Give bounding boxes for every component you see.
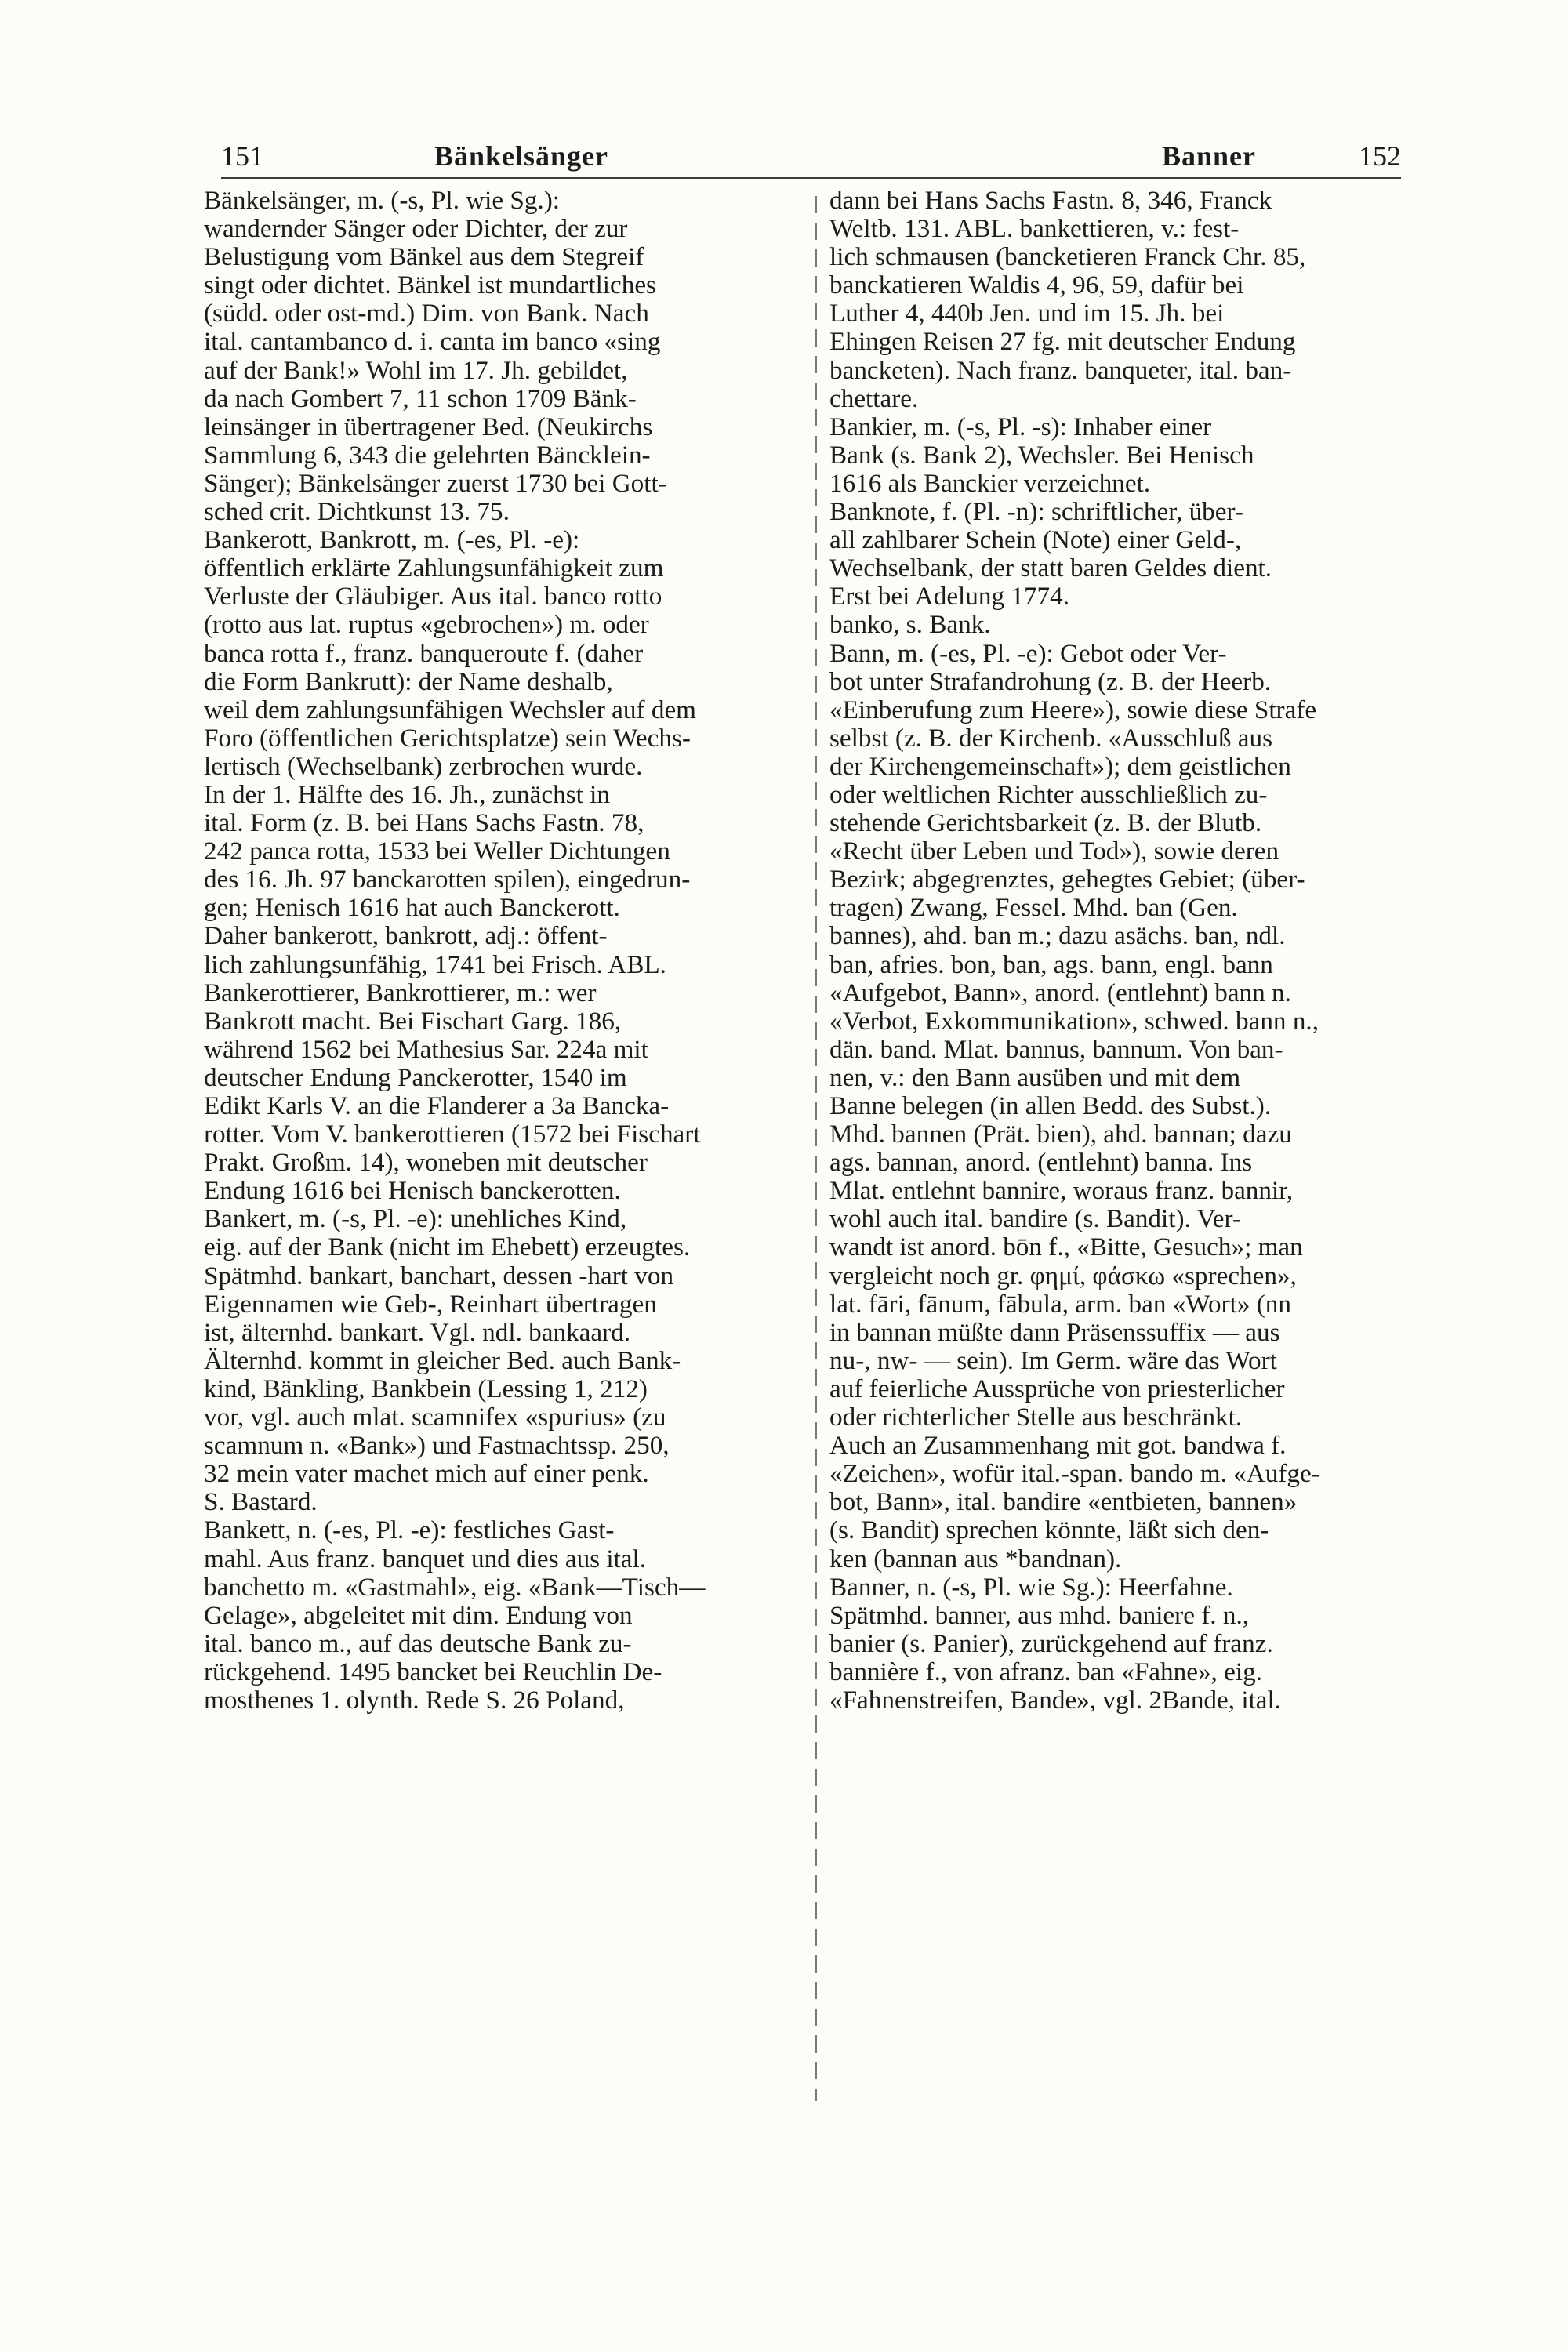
text-line: auf feierliche Aussprüche von priesterlicher [829, 1374, 1285, 1403]
text-line: mosthenes 1. olynth. Rede S. 26 Poland, [204, 1686, 625, 1715]
text-line: ital. cantambanco d. i. canta im banco «sing [204, 328, 661, 357]
text-line: Weltb. 131. ABL. bankettieren, v.: fest- [829, 215, 1240, 244]
text-line: stehende Gerichtsbarkeit (z. B. der Blutb. [829, 809, 1262, 838]
text-line: (s. Bandit) sprechen könnte, läßt sich den- [829, 1516, 1269, 1545]
text-line: 242 panca rotta, 1533 bei Weller Dichtungen [204, 837, 670, 866]
text-line: 32 mein vater machet mich auf einer penk. [204, 1460, 649, 1489]
text-line: Mhd. bannen (Prät. bien), ahd. bannan; dazu [829, 1120, 1292, 1149]
text-line: bannes), ahd. ban m.; dazu asächs. ban, ndl. [829, 922, 1286, 951]
text-line: bancketen). Nach franz. banqueter, ital. ban- [829, 356, 1292, 385]
text-line: in bannan müßte dann Präsenssuffix — aus [829, 1318, 1280, 1347]
text-line: banca rotta f., franz. banqueroute f. (daher [204, 639, 644, 668]
text-line: Prakt. Großm. 14), woneben mit deutscher [204, 1149, 648, 1178]
text-line: Sammlung 6, 343 die gelehrten Bäncklein- [204, 441, 651, 470]
text-line: Belustigung vom Bänkel aus dem Stegreif [204, 243, 644, 272]
text-line: Sänger); Bänkelsänger zuerst 1730 bei Gott- [204, 469, 667, 498]
text-line: weil dem zahlungsunfähigen Wechsler auf dem [204, 695, 696, 724]
text-line: Bankrott macht. Bei Fischart Garg. 186, [204, 1007, 622, 1036]
text-line: Bankier, m. (-s, Pl. -s): Inhaber einer [829, 412, 1212, 441]
text-line: dann bei Hans Sachs Fastn. 8, 346, Franck [829, 187, 1272, 215]
text-line: Auch an Zusammenhang mit got. bandwa f. [829, 1432, 1287, 1461]
running-headword-left: Bänkelsänger [434, 140, 609, 172]
text-line: oder weltlichen Richter ausschließlich zu- [829, 780, 1268, 809]
text-line: Edikt Karls V. an die Flanderer a 3a Bancka- [204, 1092, 670, 1120]
running-headword-right: Banner [1161, 140, 1256, 172]
text-line: ban, afries. bon, ban, ags. bann, engl. bann [829, 950, 1273, 979]
text-line: ken (bannan aus *bandnan). [829, 1544, 1122, 1573]
text-line: ital. banco m., auf das deutsche Bank zu- [204, 1629, 632, 1658]
text-line: S. Bastard. [204, 1488, 318, 1517]
text-line: Älternhd. kommt in gleicher Bed. auch Bank- [204, 1346, 681, 1375]
text-line: «Fahnenstreifen, Bande», vgl. 2Bande, ital. [829, 1686, 1282, 1715]
text-line: «Verbot, Exkommunikation», schwed. bann n., [829, 1007, 1319, 1036]
text-line: vergleicht noch gr. φημί, φάσκω «sprechen», [829, 1261, 1297, 1290]
text-line: dän. band. Mlat. bannus, bannum. Von ban- [829, 1035, 1283, 1064]
text-line: Bänkelsänger, m. (-s, Pl. wie Sg.): [204, 187, 561, 215]
text-line: bot unter Strafandrohung (z. B. der Heerb. [829, 667, 1272, 696]
text-line: rückgehend. 1495 bancket bei Reuchlin De- [204, 1657, 662, 1686]
text-line: Banne belegen (in allen Bedd. des Subst.). [829, 1092, 1272, 1120]
text-line: kind, Bänkling, Bankbein (Lessing 1, 212) [204, 1374, 648, 1403]
text-line: In der 1. Hälfte des 16. Jh., zunächst in [204, 780, 610, 809]
text-line: Bank (s. Bank 2), Wechsler. Bei Henisch [829, 441, 1254, 470]
text-line: lich zahlungsunfähig, 1741 bei Frisch. ABL. [204, 950, 666, 979]
text-line: sched crit. Dichtkunst 13. 75. [204, 498, 510, 527]
text-line: die Form Bankrutt): der Name deshalb, [204, 667, 613, 696]
text-line: wandt ist anord. bōn f., «Bitte, Gesuch»; man [829, 1233, 1303, 1262]
text-line: Luther 4, 440b Jen. und im 15. Jh. bei [829, 299, 1225, 328]
text-line: des 16. Jh. 97 banckarotten spilen), eingedrun- [204, 866, 691, 895]
text-line: ags. bannan, anord. (entlehnt) banna. Ins [829, 1149, 1253, 1178]
text-line: lich schmausen (bancketieren Franck Chr. 85, [829, 243, 1306, 272]
text-line: bot, Bann», ital. bandire «entbieten, bannen» [829, 1488, 1298, 1517]
text-line: Bankerott, Bankrott, m. (-es, Pl. -e): [204, 526, 580, 555]
header-rule [221, 177, 1401, 179]
text-line: banko, s. Bank. [829, 611, 991, 640]
text-line: öffentlich erklärte Zahlungsunfähigkeit zum [204, 554, 664, 583]
page-number-left: 151 [221, 140, 263, 172]
text-line: Banknote, f. (Pl. -n): schriftlicher, über- [829, 498, 1243, 527]
text-line: Bankett, n. (-es, Pl. -e): festliches Gast- [204, 1516, 615, 1545]
text-line: Daher bankerott, bankrott, adj.: öffent- [204, 922, 608, 951]
text-line: selbst (z. B. der Kirchenb. «Ausschluß aus [829, 724, 1272, 753]
text-line: 1616 als Banckier verzeichnet. [829, 469, 1151, 498]
text-line: wandernder Sänger oder Dichter, der zur [204, 215, 628, 244]
running-header [221, 135, 1401, 179]
text-line: Wechselbank, der statt baren Geldes dient. [829, 554, 1272, 583]
text-line: ist, älternhd. bankart. Vgl. ndl. bankaard. [204, 1318, 631, 1347]
left-column [204, 187, 805, 1715]
text-line: Foro (öffentlichen Gerichtsplatze) sein Wechs- [204, 724, 691, 753]
text-line: ital. Form (z. B. bei Hans Sachs Fastn. 78, [204, 809, 644, 838]
text-line: Verluste der Gläubiger. Aus ital. banco rotto [204, 583, 662, 612]
column-divider [815, 196, 817, 2101]
text-line: «Einberufung zum Heere»), sowie diese Strafe [829, 695, 1317, 724]
text-line: vor, vgl. auch mlat. scamnifex «spurius» (zu [204, 1403, 666, 1432]
text-line: nen, v.: den Bann ausüben und mit dem [829, 1063, 1241, 1092]
text-line: «Zeichen», wofür ital.-span. bando m. «Aufge- [829, 1460, 1320, 1489]
text-line: banchetto m. «Gastmahl», eig. «Bank—Tisch— [204, 1573, 706, 1602]
text-line: Spätmhd. banner, aus mhd. baniere f. n., [829, 1601, 1250, 1630]
text-line: lat. fāri, fānum, fābula, arm. ban «Wort» (nn [829, 1290, 1291, 1319]
page-number-right: 152 [1359, 140, 1401, 172]
text-line: deutscher Endung Panckerotter, 1540 im [204, 1063, 627, 1092]
text-line: tragen) Zwang, Fessel. Mhd. ban (Gen. [829, 894, 1238, 923]
text-line: auf der Bank!» Wohl im 17. Jh. gebildet, [204, 356, 628, 385]
text-line: Bankerottierer, Bankrottierer, m.: wer [204, 978, 597, 1007]
right-column [829, 187, 1406, 1715]
text-line: Spätmhd. bankart, banchart, dessen -hart von [204, 1261, 674, 1290]
text-line: banier (s. Panier), zurückgehend auf franz. [829, 1629, 1273, 1658]
text-line: Banner, n. (-s, Pl. wie Sg.): Heerfahne. [829, 1573, 1233, 1602]
text-line: Bann, m. (-es, Pl. -e): Gebot oder Ver- [829, 639, 1227, 668]
text-line: Bankert, m. (-s, Pl. -e): unehliches Kind, [204, 1205, 627, 1234]
text-line: mahl. Aus franz. banquet und dies aus ital. [204, 1544, 647, 1573]
text-line: eig. auf der Bank (nicht im Ehebett) erzeugtes. [204, 1233, 691, 1262]
text-line: Ehingen Reisen 27 fg. mit deutscher Endung [829, 328, 1296, 357]
text-line: «Aufgebot, Bann», anord. (entlehnt) bann n. [829, 978, 1291, 1007]
text-line: banckatieren Waldis 4, 96, 59, dafür bei [829, 271, 1244, 300]
text-line: bannière f., von afranz. ban «Fahne», eig. [829, 1657, 1262, 1686]
text-line: oder richterlicher Stelle aus beschränkt. [829, 1403, 1243, 1432]
text-line: all zahlbarer Schein (Note) einer Geld-, [829, 526, 1242, 555]
text-line: nu-, nw- — sein). Im Germ. wäre das Wort [829, 1346, 1277, 1375]
text-line: gen; Henisch 1616 hat auch Banckerott. [204, 894, 620, 923]
text-line: «Recht über Leben und Tod»), sowie deren [829, 837, 1279, 866]
text-line: (rotto aus lat. ruptus «gebrochen») m. oder [204, 611, 649, 640]
text-line: wohl auch ital. bandire (s. Bandit). Ver- [829, 1205, 1241, 1234]
text-line: während 1562 bei Mathesius Sar. 224a mit [204, 1035, 648, 1064]
text-line: singt oder dichtet. Bänkel ist mundartliches [204, 271, 656, 300]
text-line: chettare. [829, 384, 919, 413]
text-line: Bezirk; abgegrenztes, gehegtes Gebiet; (über- [829, 866, 1305, 895]
text-line: Endung 1616 bei Henisch banckerotten. [204, 1177, 621, 1206]
text-line: leinsänger in übertragener Bed. (Neukirchs [204, 412, 653, 441]
text-line: lertisch (Wechselbank) zerbrochen wurde. [204, 752, 643, 781]
text-line: (südd. oder ost-md.) Dim. von Bank. Nach [204, 299, 649, 328]
text-line: da nach Gombert 7, 11 schon 1709 Bänk- [204, 384, 637, 413]
text-line: Erst bei Adelung 1774. [829, 583, 1070, 612]
text-line: rotter. Vom V. bankerottieren (1572 bei Fischart [204, 1120, 701, 1149]
text-line: Eigennamen wie Geb-, Reinhart übertragen [204, 1290, 657, 1319]
text-line: scamnum n. «Bank») und Fastnachtssp. 250, [204, 1432, 670, 1461]
text-line: Gelage», abgeleitet mit dim. Endung von [204, 1601, 633, 1630]
text-line: Mlat. entlehnt bannire, woraus franz. bannir, [829, 1177, 1294, 1206]
text-line: der Kirchengemeinschaft»); dem geistlichen [829, 752, 1291, 781]
